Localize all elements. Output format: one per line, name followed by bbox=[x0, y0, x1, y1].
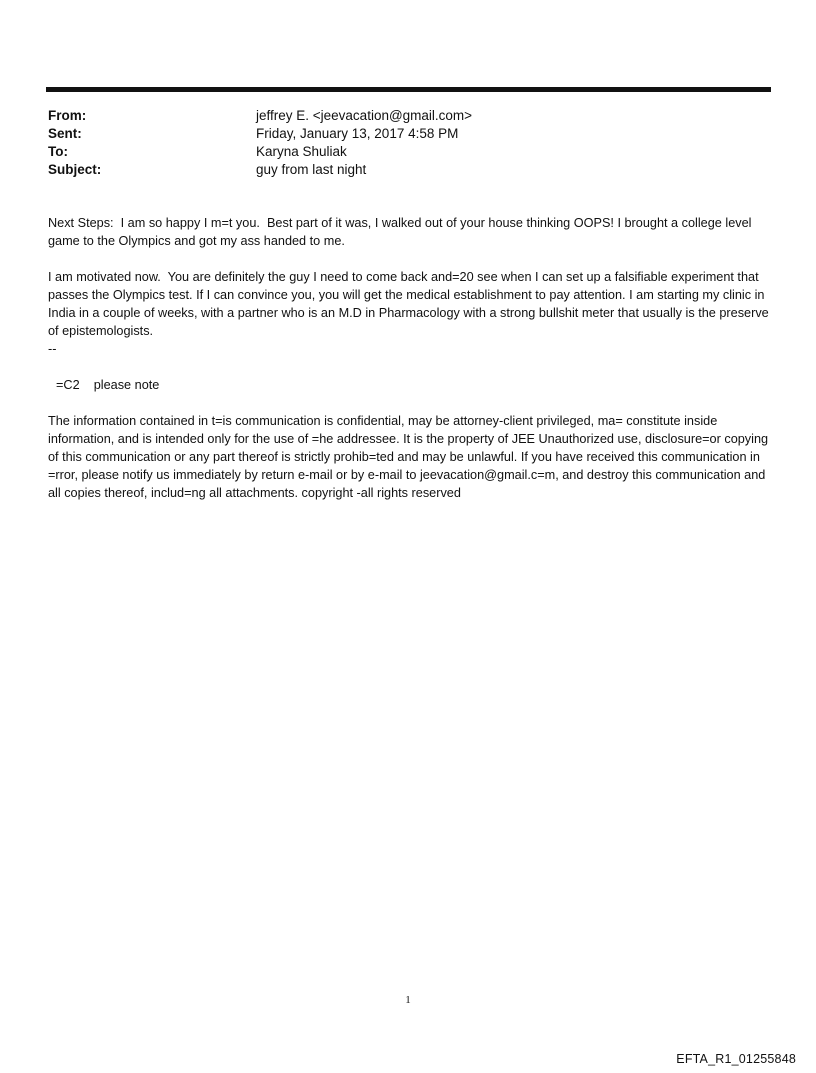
body-paragraph-next-steps: Next Steps: I am so happy I m=t you. Best part of it was, I walked out of your house thinking OOPS! I brought a college level game to the Olympics and got my ass handed to me. bbox=[48, 216, 755, 248]
from-label: From: bbox=[48, 108, 87, 123]
to-value: Karyna Shuliak bbox=[256, 144, 347, 159]
subject-value: guy from last night bbox=[256, 162, 367, 177]
header-row-subject bbox=[48, 161, 768, 179]
from-value: jeffrey E. <jeevacation@gmail.com> bbox=[256, 108, 473, 123]
header-divider-rule bbox=[46, 87, 771, 92]
to-label: To: bbox=[48, 144, 68, 159]
header-row-sent bbox=[48, 125, 768, 143]
email-body bbox=[48, 214, 776, 520]
page-number: 1 bbox=[405, 994, 411, 1006]
header-row-from bbox=[48, 107, 768, 125]
confidentiality-disclaimer: The information contained in t=is communication is confidential, may be attorney-client privileged, ma= constitute inside information, and is intended only for the use of =he addressee. It is the property of JEE Unauthorized use, disclosure=or copying of this communication or any part thereof is strictly prohib=ted and may be unlawful. If you have received this communication in =rror, please notify us immediately by return e-mail or by e-mail to jeevacation@gmail.c=m, and destroy this communication and all copies thereof, includ=ng all attachments. copyright -all rights reserved bbox=[48, 414, 772, 500]
header-row-to bbox=[48, 143, 768, 161]
sent-value: Friday, January 13, 2017 4:58 PM bbox=[256, 126, 459, 141]
signature-separator: -- bbox=[48, 342, 57, 356]
please-note-line: =C2 please note bbox=[56, 378, 160, 392]
body-paragraph-motivated: I am motivated now. You are definitely the guy I need to come back and=20 see when I can set up a falsifiable experiment that passes the Olympics test. If I can convince you, you will get the medical establishment to pay attention. I am starting my clinic in India in a couple of weeks, with a partner who is an M.D in Pharmacology with a strong bullshit meter that usually is the preserve of epistemologists. bbox=[48, 270, 773, 338]
email-header-block bbox=[48, 107, 768, 179]
sent-label: Sent: bbox=[48, 126, 82, 141]
subject-label: Subject: bbox=[48, 162, 102, 177]
document-id: EFTA_R1_01255848 bbox=[676, 1052, 796, 1066]
